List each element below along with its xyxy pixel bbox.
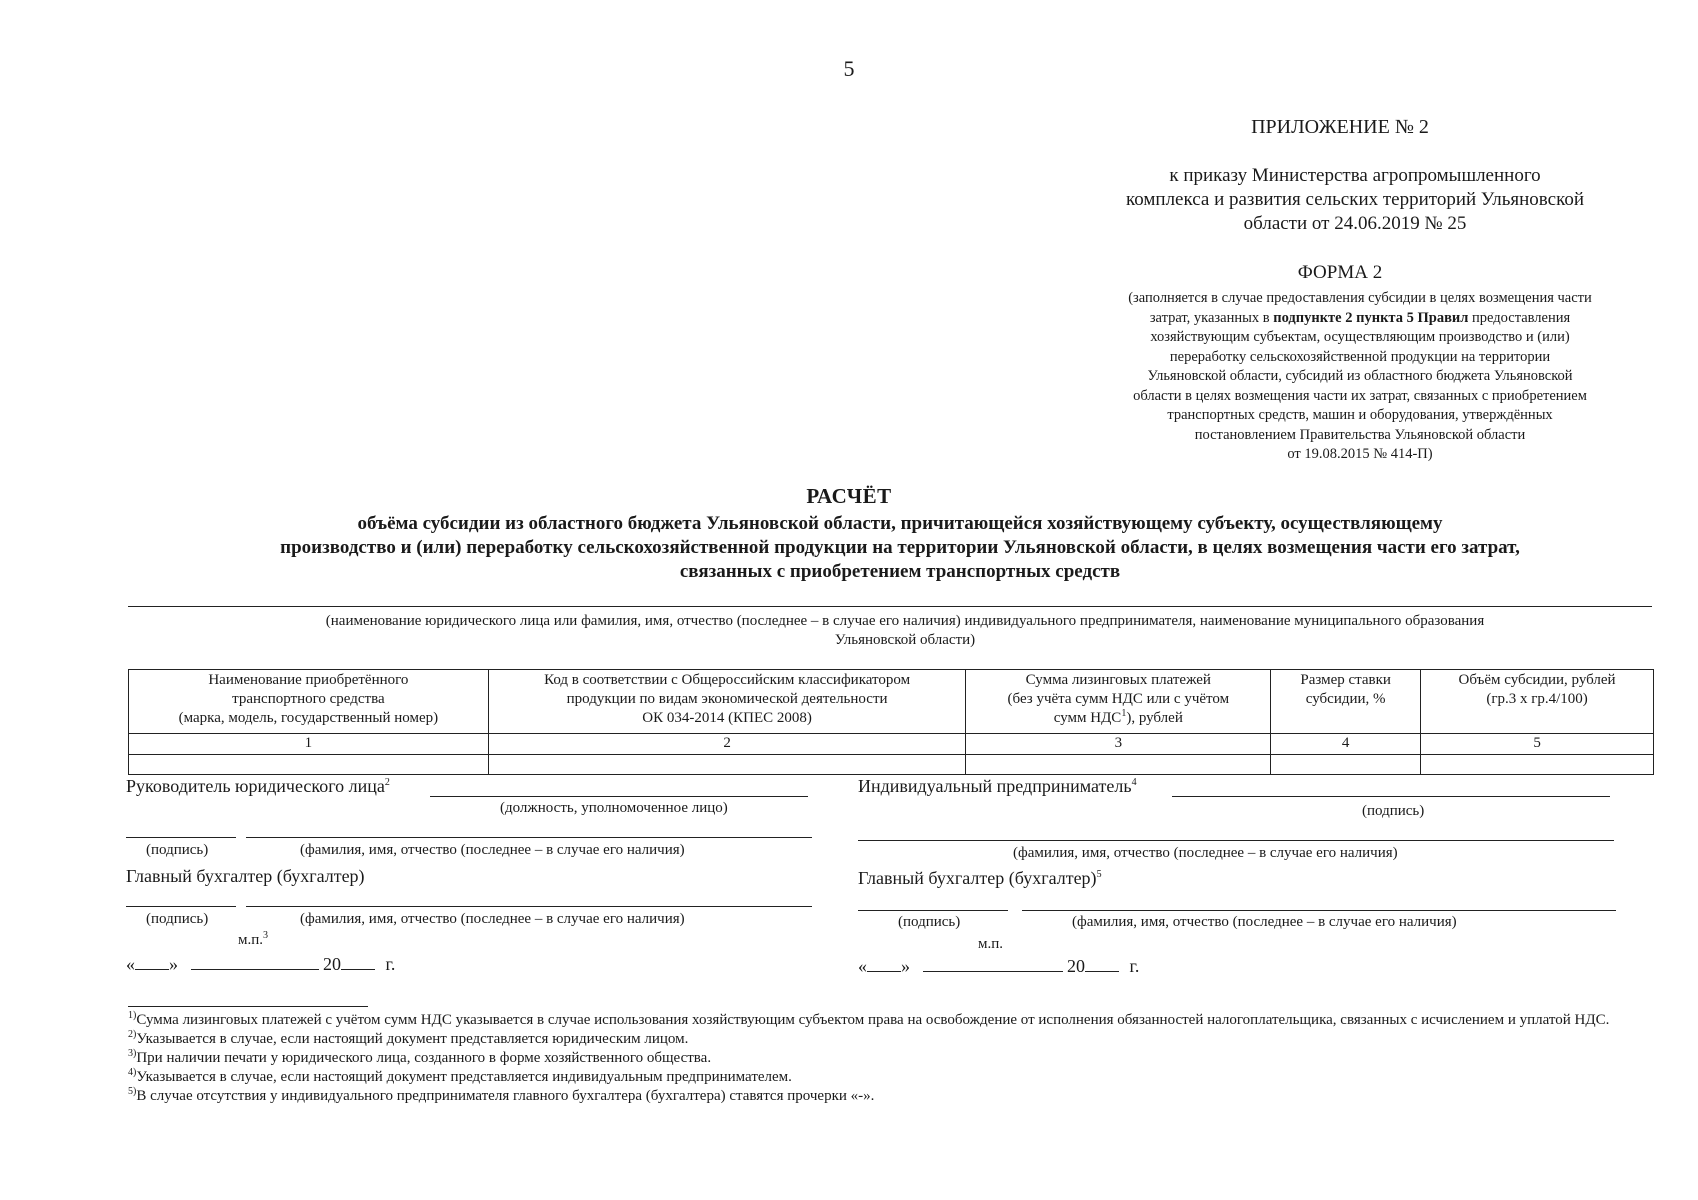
table-row[interactable] [129, 755, 1654, 775]
head-signature-line[interactable] [126, 837, 236, 838]
header-okved-code: Код в соответствии с Общероссийским классификатором продукции по видам экономической деятельности ОК 034-2014 (КПЕС 2008) [488, 670, 966, 734]
form-title: ФОРМА 2 [1297, 262, 1383, 283]
form-note-line: постановлением Правительства Ульяновской области [1194, 426, 1526, 443]
entity-caption-line: Ульяновской области) [834, 632, 976, 648]
footnote: $^{2)}$Указывается в случае, если настоящий документ представляется юридическим лицом. [128, 1029, 689, 1047]
fio-caption: (фамилия, имя, отчество (последнее – в случае его наличия) [300, 842, 685, 858]
entity-name-line[interactable] [128, 606, 1652, 607]
page-number: 5 [843, 56, 855, 81]
column-number: 2 [488, 734, 966, 755]
footnote: $^{4)}$Указывается в случае, если настоящий документ представляется индивидуальным предпринимателем. [128, 1067, 792, 1085]
form-note-line: (заполняется в случае предоставления субсидии в целях возмещения части [1128, 290, 1592, 306]
accountant-fio-line[interactable] [1022, 910, 1616, 911]
appendix-subtitle-line: области от 24.06.2019 № 25 [1243, 213, 1467, 234]
column-number: 1 [129, 734, 489, 755]
table-number-row [129, 734, 1654, 755]
accountant-fio-line[interactable] [246, 906, 812, 907]
header-vehicle-name: Наименование приобретённого транспортного средства (марка, модель, государственный номер) [129, 670, 489, 734]
chief-accountant-label: Главный бухгалтер (бухгалтер) [126, 866, 365, 886]
head-position-line[interactable] [430, 796, 808, 797]
form-note-line: от 19.08.2015 № 414-П) [1287, 446, 1433, 462]
table-cell[interactable] [129, 755, 489, 775]
document-subtitle [150, 512, 1650, 584]
form-note-bold: подпункте 2 пункта 5 Правил [1273, 309, 1469, 326]
appendix-title: ПРИЛОЖЕНИЕ № 2 [1251, 116, 1429, 138]
appendix-subtitle-line: к приказу Министерства агропромышленного [1169, 165, 1541, 186]
signature-caption: (подпись) [898, 914, 961, 930]
header-leasing-sum: Сумма лизинговых платежей (без учёта сумм НДС или с учётом сумм НДС$^1$), рублей [966, 670, 1271, 734]
table-cell[interactable] [1421, 755, 1654, 775]
document-subtitle-line: производство и (или) переработку сельскохозяйственной продукции на территории Ульяновской области, в целях возмещения части его затрат, [280, 537, 1520, 558]
header-subsidy-rate: Размер ставки субсидии, % [1271, 670, 1421, 734]
column-number: 4 [1271, 734, 1421, 755]
form-note-line: области в целях возмещения части их затрат, связанных с приобретением [1133, 387, 1587, 404]
table-cell[interactable] [488, 755, 966, 775]
header-subsidy-volume: Объём субсидии, рублей (гр.3 х гр.4/100) [1421, 670, 1654, 734]
signature-caption: (подпись) [146, 911, 209, 927]
form-note-line: затрат, указанных в подпункте 2 пункта 5 Правил предоставления [1149, 309, 1571, 326]
form-note-line: Ульяновской области, субсидий из областного бюджета Ульяновской [1147, 368, 1573, 384]
entity-caption [180, 612, 1630, 650]
footnote: $^{5)}$В случае отсутствия у индивидуального предпринимателя главного бухгалтера (бухгалтера) ставятся прочерки «-». [128, 1086, 875, 1104]
accountant-signature-line[interactable] [126, 906, 236, 907]
footnotes [128, 1011, 1648, 1106]
column-number: 5 [1421, 734, 1654, 755]
entity-caption-line: (наименование юридического лица или фамилия, имя, отчество (последнее – в случае его наличия) индивидуального предпринимателя, наименование муниципального образования [325, 613, 1485, 629]
appendix-subtitle [1060, 164, 1650, 236]
signature-caption: (подпись) [146, 842, 209, 858]
fio-caption: (фамилия, имя, отчество (последнее – в случае его наличия) [1072, 914, 1457, 930]
footnote-separator [128, 1006, 368, 1007]
signature-caption: (подпись) [1362, 803, 1425, 819]
appendix-subtitle-line: комплекса и развития сельских территорий Ульяновской [1125, 189, 1585, 210]
form-note-line: переработку сельскохозяйственной продукции на территории [1169, 348, 1551, 365]
chief-accountant-label: Главный бухгалтер (бухгалтер)$^5$ [858, 868, 1102, 888]
fio-caption: (фамилия, имя, отчество (последнее – в случае его наличия) [300, 911, 685, 927]
date-field[interactable]: « » 20 г. [126, 954, 396, 974]
entrepreneur-signature-line[interactable] [1172, 796, 1610, 797]
table-header-row [129, 670, 1654, 734]
column-number: 3 [966, 734, 1271, 755]
table-cell[interactable] [1271, 755, 1421, 775]
table-cell[interactable] [966, 755, 1271, 775]
form-note-line: хозяйствующим субъектам, осуществляющим производство и (или) [1150, 329, 1570, 345]
form-note-line: транспортных средств, машин и оборудования, утверждённых [1167, 407, 1553, 423]
stamp-place-label: м.п. [978, 936, 1004, 952]
footnote: $^{3)}$При наличии печати у юридического лица, созданного в форме хозяйственного общества. [128, 1048, 712, 1066]
date-field[interactable]: « » 20 г. [858, 956, 1140, 976]
document-subtitle-line: связанных с приобретением транспортных средств [679, 561, 1121, 582]
document-title: РАСЧЁТ [806, 484, 892, 508]
accountant-signature-line[interactable] [858, 910, 1008, 911]
fio-caption: (фамилия, имя, отчество (последнее – в случае его наличия) [1013, 845, 1398, 861]
head-of-legal-entity-label: Руководитель юридического лица$^2$ [126, 776, 390, 796]
document-subtitle-line: объёма субсидии из областного бюджета Ульяновской области, причитающейся хозяйствующему субъекту, осуществляющему [357, 513, 1443, 534]
entrepreneur-fio-line[interactable] [858, 840, 1614, 841]
calculation-table [128, 669, 1654, 775]
form-note [1060, 289, 1660, 465]
individual-entrepreneur-label: Индивидуальный предприниматель$^4$ [858, 776, 1137, 796]
head-fio-line[interactable] [246, 837, 812, 838]
stamp-place-label: м.п.$^3$ [238, 930, 269, 948]
position-caption: (должность, уполномоченное лицо) [500, 800, 728, 816]
footnote: $^{1)}$Сумма лизинговых платежей с учётом сумм НДС указывается в случае использования хозяйствующим субъектом права на освобождение от исполнения обязанностей налогоплательщика, связанных с исчислением и уплатой НДС. [128, 1010, 1610, 1028]
